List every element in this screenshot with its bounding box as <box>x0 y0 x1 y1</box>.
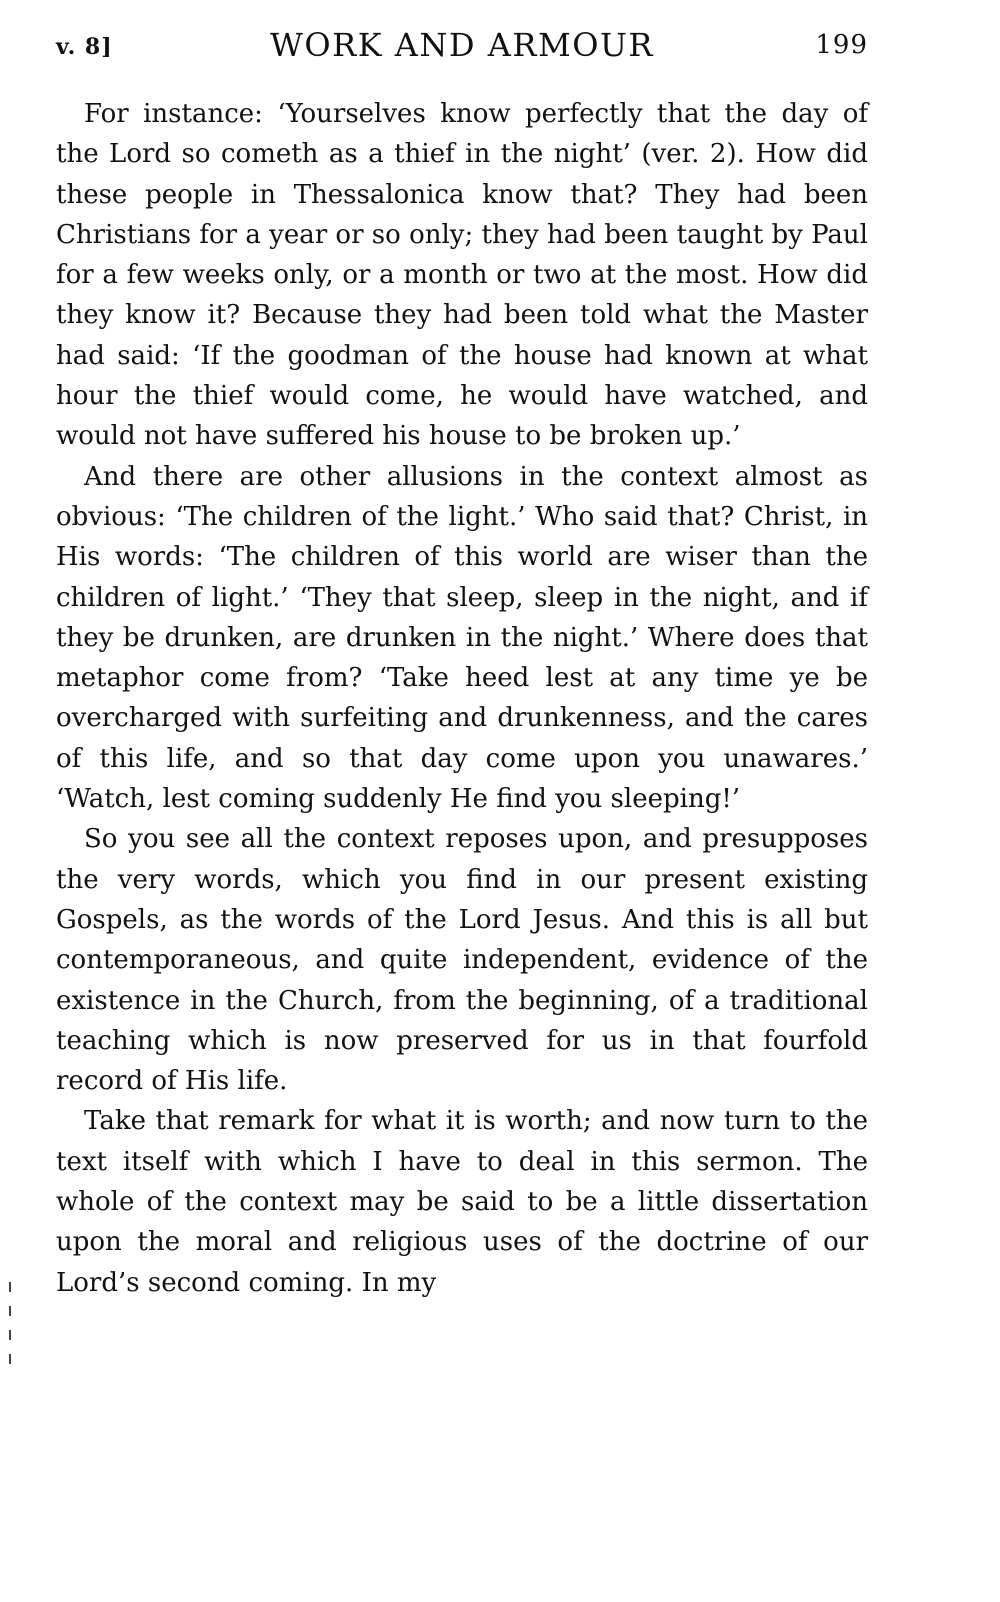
paragraph: So you see all the context reposes upon, and presupposes the very words, which you find in our present existing Gospels, as the words of the Lord Jesus. And this is all but contemporaneous, and quite independent, evidence of the existence in the Church, from the beginning, of a traditional teaching which is now preserved for us in that fourfold record of His life. <box>56 824 868 1097</box>
running-title: WORK AND ARMOUR <box>270 26 654 64</box>
section-reference: v. 8] <box>56 34 113 60</box>
paragraph: For instance: ‘Yourselves know perfectly that the day of the Lord so cometh as a thief in the night’ (ver. 2). How did these people in Thessalonica know that? They had been Christians for a year or so only; they had been taught by Paul for a few weeks only, or a month or two at the most. How did they know it? Because they had been told what the Master had said: ‘If the goodman of the house had known at what hour the thief would come, he would have watched, and would not have suffered his house to be broken up.’ <box>56 99 868 452</box>
running-header <box>56 26 868 78</box>
book-page <box>56 26 868 1303</box>
scan-mark <box>9 1330 11 1340</box>
scan-mark <box>9 1306 11 1316</box>
paragraph: And there are other allusions in the context almost as obvious: ‘The children of the light.’ Who said that? Christ, in His words: ‘The children of this world are wiser than the children of light.’ ‘They that sleep, sleep in the night, and if they be drunken, are drunken in the night.’ Where does that metaphor come from? ‘Take heed lest at any time ye be overcharged with surfeiting and drunkenness, and the cares of this life, and so that day come upon you unawares.’ ‘Watch, lest coming suddenly He find you sleeping!’ <box>56 461 868 815</box>
scan-mark <box>9 1282 11 1292</box>
body-text <box>56 94 868 1303</box>
scan-mark <box>9 1354 11 1364</box>
gutter-scan-marks <box>9 1282 13 1402</box>
page-number: 199 <box>815 30 868 60</box>
paragraph: Take that remark for what it is worth; and now turn to the text itself with which I have to deal in this sermon. The whole of the context may be said to be a little dissertation upon the moral and religious uses of the doctrine of our Lord’s second coming. In my <box>56 1106 868 1298</box>
